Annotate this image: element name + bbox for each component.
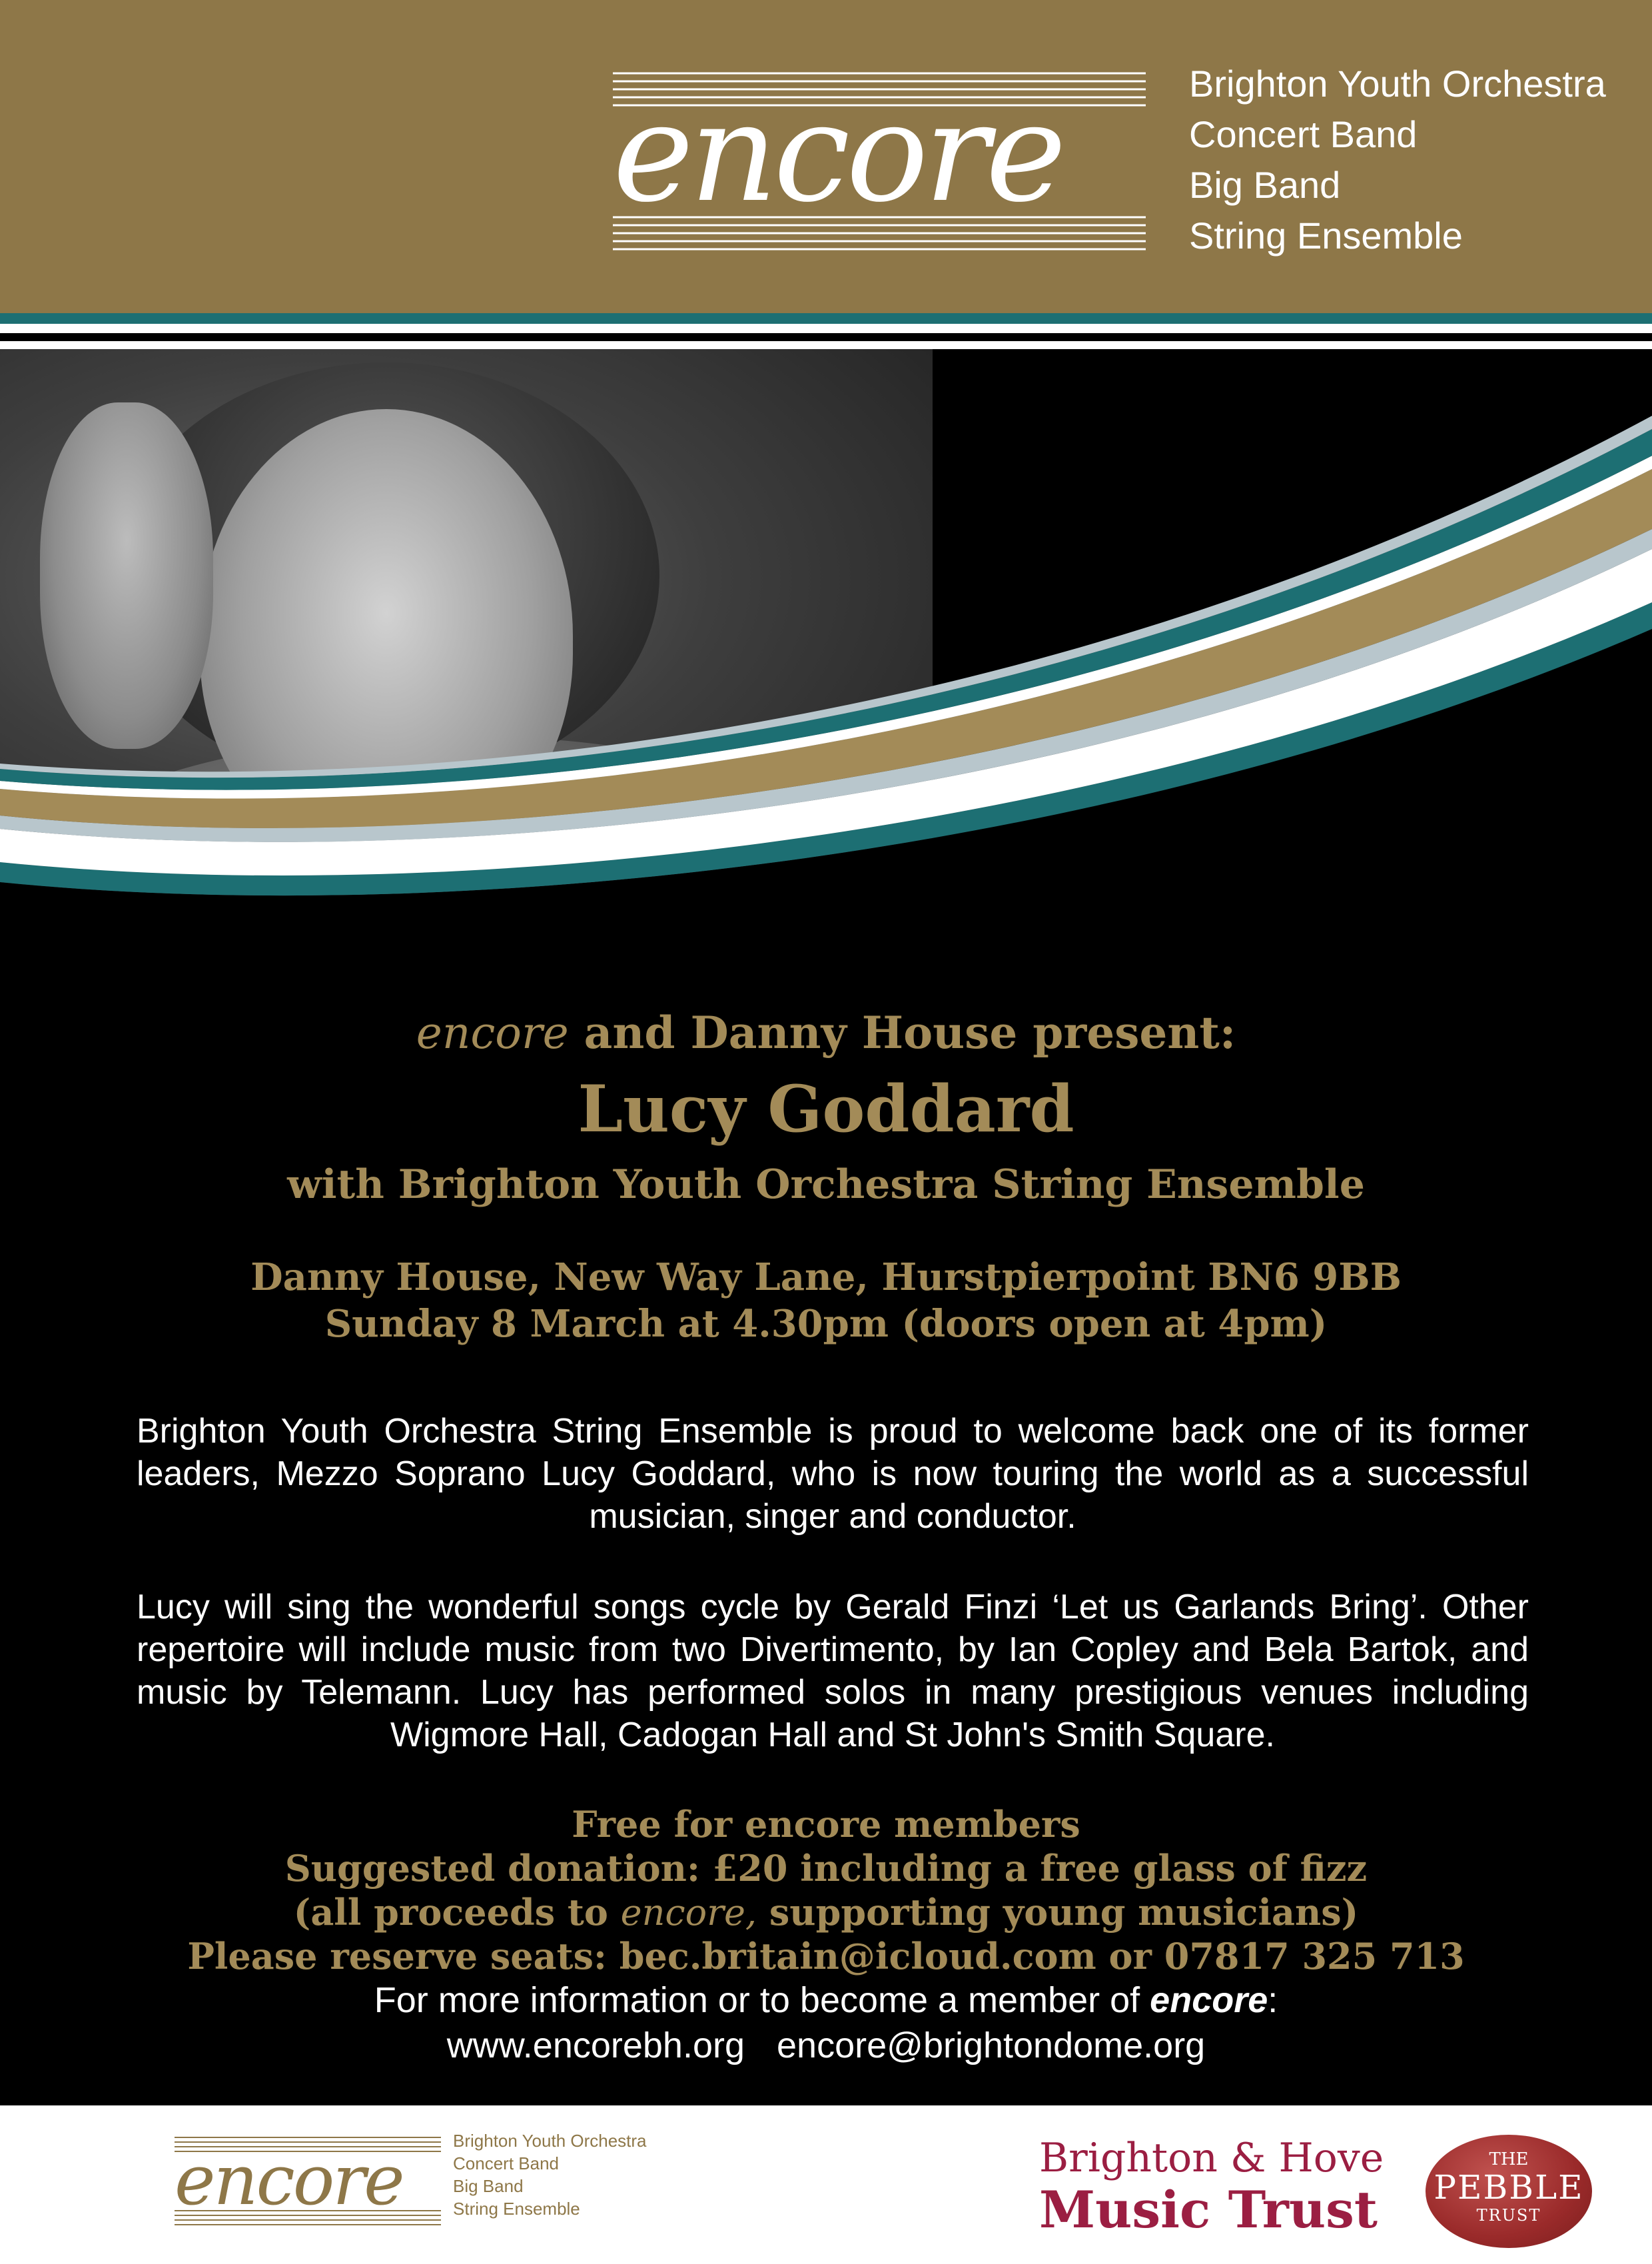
more-info-text: : xyxy=(1268,1980,1278,2020)
proceeds-line xyxy=(0,1890,1652,1935)
more-info-line xyxy=(0,1978,1652,2022)
music-trust-logo xyxy=(1039,2135,1384,2239)
free-line: Free for encore members xyxy=(572,1803,1080,1846)
reserve-line: Please reserve seats: bec.britain@icloud.com or 07817 325 713 xyxy=(187,1935,1465,1978)
footer-ensemble-item: String Ensemble xyxy=(453,2199,580,2219)
more-info-text: For more information or to become a member of xyxy=(374,1980,1150,2020)
pebble-trust-logo xyxy=(1426,2135,1592,2248)
body-paragraph: Brighton Youth Orchestra String Ensemble is proud to welcome back one of its former leaders, Mezzo Soprano Lucy Goddard, who is now touring the world as a successful musician, singer and conductor. xyxy=(137,1412,1529,1536)
pebble-the: THE xyxy=(1489,2149,1529,2169)
contact-line xyxy=(0,2023,1652,2067)
footer-ensemble-list xyxy=(453,2129,647,2220)
footer-ensemble-item: Big Band xyxy=(453,2176,524,2196)
ensemble-item: String Ensemble xyxy=(1189,215,1463,257)
body-paragraph: Lucy will sing the wonderful songs cycle by Gerald Finzi ‘Let us Garlands Bring’. Other repertoire will include music from two Divertimento, by Ian Copley and Bela Bartok, and music by Telemann. Lucy has performed solos in many prestigious venues including Wigmore Hall, Cadogan Hall and St John's Smith Square. xyxy=(137,1588,1529,1754)
website-link[interactable]: www.encorebh.org xyxy=(446,2025,745,2065)
presenter-text: and Danny House present: xyxy=(568,1007,1236,1059)
ensemble-item: Big Band xyxy=(1189,164,1341,206)
venue-line: Danny House, New Way Lane, Hurstpierpoint BN6 9BB xyxy=(250,1255,1402,1299)
artist-name: Lucy Goddard xyxy=(578,1071,1074,1147)
with-line: with Brighton Youth Orchestra String Ensemble xyxy=(287,1161,1365,1208)
more-info-logo: encore xyxy=(1150,1980,1268,2020)
email-link[interactable]: encore@brightondome.org xyxy=(777,2025,1206,2065)
header-banner xyxy=(0,0,1652,313)
ensemble-item: Brighton Youth Orchestra xyxy=(1189,63,1606,105)
header-stripe xyxy=(0,333,1652,341)
footer-encore-logo: encore xyxy=(175,2139,403,2221)
ensemble-item: Concert Band xyxy=(1189,113,1418,155)
presenter-line xyxy=(0,1001,1652,1065)
music-trust-line2: Music Trust xyxy=(1039,2180,1378,2239)
proceeds-text: supporting young musicians) xyxy=(757,1891,1359,1934)
proceeds-text: (all proceeds to xyxy=(293,1891,621,1934)
donation-line: Suggested donation: £20 including a free glass of fizz xyxy=(284,1847,1368,1890)
footer-ensemble-item: Concert Band xyxy=(453,2153,559,2173)
proceeds-logo: encore, xyxy=(620,1892,757,1934)
date-line: Sunday 8 March at 4.30pm (doors open at 4pm) xyxy=(324,1302,1328,1346)
header-stripe xyxy=(0,324,1652,333)
music-trust-line1: Brighton & Hove xyxy=(1039,2135,1384,2181)
header-stripe xyxy=(0,313,1652,324)
ensemble-list xyxy=(1189,59,1606,261)
encore-logo: encore xyxy=(613,74,1062,233)
footer-ensemble-item: Brighton Youth Orchestra xyxy=(453,2131,647,2151)
pebble-trust: TRUST xyxy=(1476,2206,1541,2225)
header-stripe xyxy=(0,341,1652,349)
pebble-name: PEBBLE xyxy=(1434,2168,1584,2207)
footer xyxy=(0,2105,1652,2264)
decorative-swoosh xyxy=(0,349,1652,922)
presenter-logo: encore xyxy=(416,1007,569,1059)
photo-band xyxy=(0,349,1652,922)
